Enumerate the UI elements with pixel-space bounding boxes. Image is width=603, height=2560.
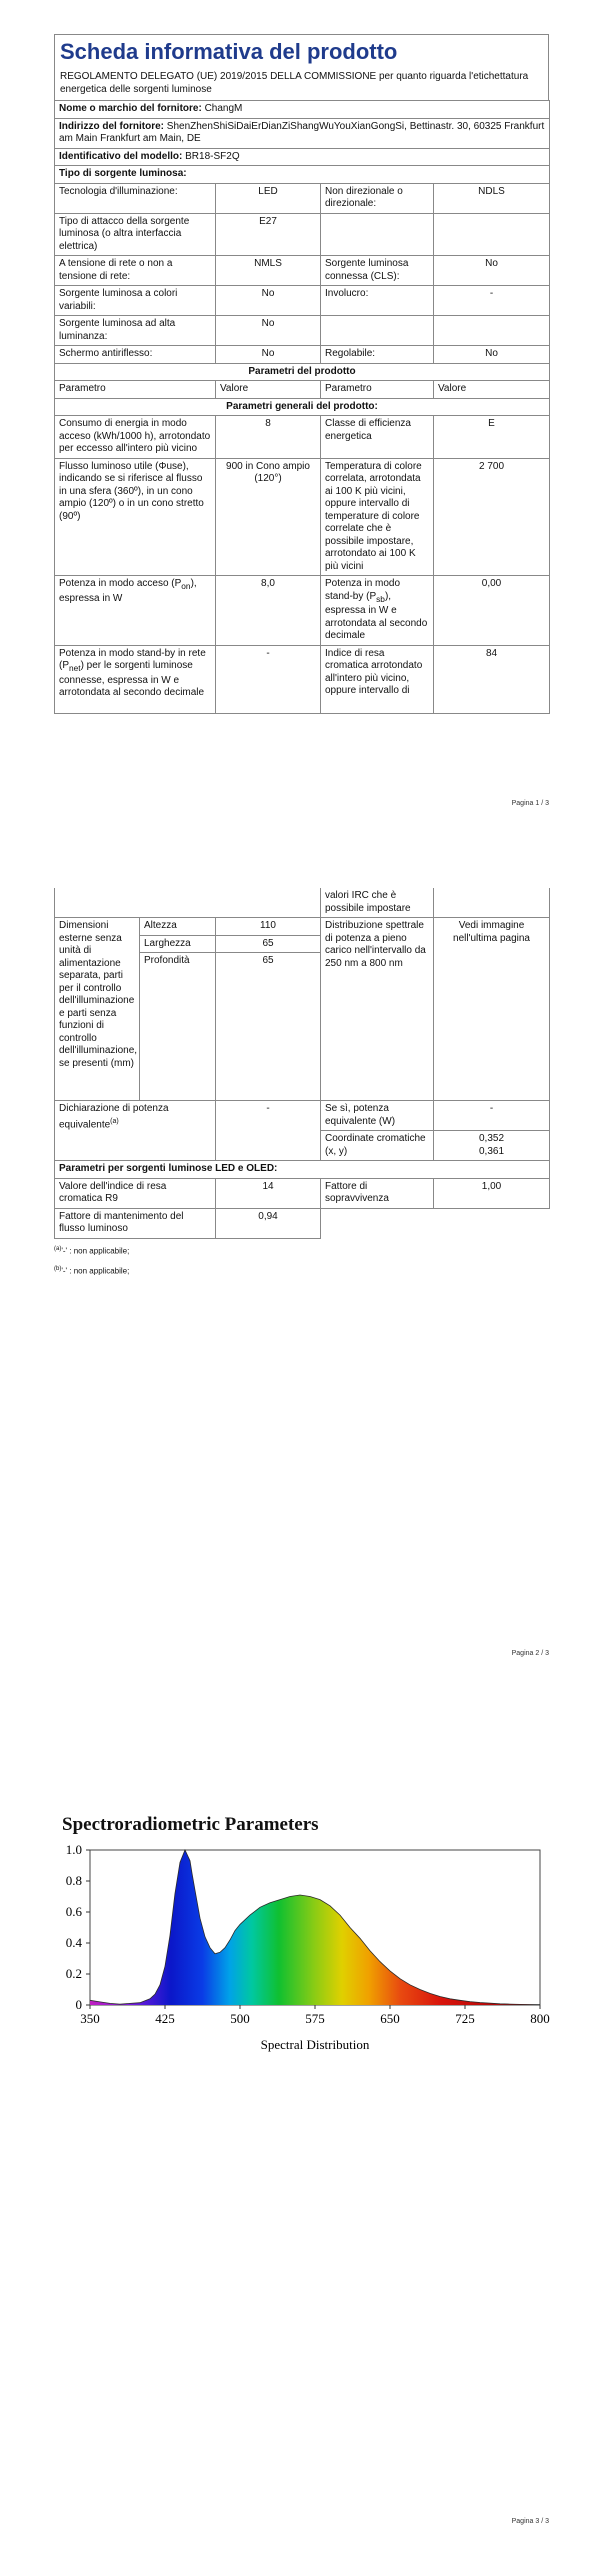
y-tick-label: 0.2 xyxy=(65,1966,82,1981)
spectrum-area xyxy=(90,1850,540,2005)
standby-subscript: sb xyxy=(376,593,385,604)
product-information-sheet xyxy=(54,34,549,714)
general-params-heading-row xyxy=(55,398,550,416)
spectral-label: Distribuzione spettrale di potenza a pieno carico nell'intervallo da 250 nm a 800 nm xyxy=(321,918,434,1101)
y-tick-label: 0.4 xyxy=(65,1935,82,1950)
height-value: 110 xyxy=(216,918,321,936)
led-params-heading: Parametri per sorgenti luminose LED e OLED: xyxy=(55,1161,550,1179)
envelope-label: Involucro: xyxy=(321,286,434,316)
lumen-maint-value: 0,94 xyxy=(216,1208,321,1238)
x-tick-label: 725 xyxy=(455,2011,475,2026)
col-value-header: Valore xyxy=(216,381,321,399)
tech-value: LED xyxy=(216,183,321,213)
x-axis-ticks xyxy=(80,2005,550,2026)
hlsource-label: Sorgente luminosa ad alta luminanza: xyxy=(55,316,216,346)
width-value: 65 xyxy=(216,935,321,953)
col-param-header: Parametro xyxy=(55,381,216,399)
standby-label-text: Potenza in modo stand-by (P xyxy=(325,578,401,602)
footnote-b xyxy=(54,1263,549,1278)
survival-label: Fattore di sopravvivenza xyxy=(321,1178,434,1208)
dimmable-label: Regolabile: xyxy=(321,346,434,364)
table-row xyxy=(55,576,550,646)
supplier-name-label: Nome o marchio del fornitore: xyxy=(59,103,202,114)
footnote-a-mark: (a) xyxy=(54,1245,62,1252)
x-tick-label: 575 xyxy=(305,2011,325,2026)
survival-value: 1,00 xyxy=(434,1178,550,1208)
mains-label: A tensione di rete o non a tensione di rete: xyxy=(55,256,216,286)
supplier-name: ChangM xyxy=(204,103,243,114)
table-row xyxy=(55,1101,550,1131)
colour-value: No xyxy=(216,286,321,316)
title-box xyxy=(54,34,549,68)
chromaticity-x: 0,352 xyxy=(478,1133,505,1144)
model-label: Identificativo del modello: xyxy=(59,150,183,162)
info-table-continued xyxy=(54,888,550,1239)
footnote-a xyxy=(54,1243,549,1258)
networked-standby-value: - xyxy=(216,645,321,713)
mains-value: NMLS xyxy=(216,256,321,286)
networked-standby-subscript: net xyxy=(69,663,81,673)
depth-label: Profondità xyxy=(140,953,216,1101)
cri-label-continued: valori IRC che è possibile impostare xyxy=(321,888,434,918)
model-row xyxy=(55,148,550,166)
cap-value: E27 xyxy=(216,213,321,256)
x-tick-label: 425 xyxy=(155,2011,175,2026)
chart-title: Spectroradiometric Parameters xyxy=(62,1814,319,1835)
equiv-power-label-text: Dichiarazione di potenza equivalente xyxy=(59,1103,169,1130)
r9-value: 14 xyxy=(216,1178,321,1208)
cct-value: 2 700 xyxy=(434,458,550,576)
standby-value: 0,00 xyxy=(434,576,550,646)
networked-standby-label-text: Potenza in modo stand-by in rete (P xyxy=(59,647,206,671)
supplier-address-label: Indirizzo del fornitore: xyxy=(59,120,164,132)
flux-label: Flusso luminoso utile (Φuse), indicando se si riferisce al flusso in una sfera (360º), in un cono ampio (120º) o in un cono stretto (90º) xyxy=(55,458,216,576)
dimmable-value: No xyxy=(434,346,550,364)
equiv-power-value: - xyxy=(216,1101,321,1161)
cls-label: Sorgente luminosa connessa (CLS): xyxy=(321,256,434,286)
equiv-power-label xyxy=(55,1101,216,1161)
source-type-heading-row xyxy=(55,166,550,184)
standby-label-suffix: ), espressa in W e arrotondata al secondo decimale xyxy=(325,590,428,641)
table-row xyxy=(55,286,550,316)
envelope-value: - xyxy=(434,286,550,316)
power-on-label xyxy=(55,576,216,646)
table-row xyxy=(55,645,550,713)
power-on-label-text: Potenza in modo acceso (P xyxy=(59,578,182,589)
lumen-maint-label: Fattore di mantenimento del flusso luminoso xyxy=(55,1208,216,1238)
y-tick-label: 0 xyxy=(75,1997,82,2012)
led-params-heading-row xyxy=(55,1161,550,1179)
product-params-heading: Parametri del prodotto xyxy=(55,363,550,381)
y-tick-label: 0.6 xyxy=(65,1904,82,1919)
x-axis-label: Spectral Distribution xyxy=(260,2037,370,2052)
supplier-address-row xyxy=(55,118,550,148)
equiv-power-footnote-mark: (a) xyxy=(110,1117,119,1125)
y-tick-label: 0.8 xyxy=(65,1873,82,1888)
chromaticity-y: 0,361 xyxy=(478,1145,505,1157)
table-row xyxy=(55,458,550,576)
x-tick-label: 500 xyxy=(230,2011,250,2026)
page-title: Scheda informativa del prodotto xyxy=(60,39,398,64)
footnote-b-text: '-' : non applicabile; xyxy=(61,1266,130,1276)
table-row xyxy=(55,213,550,256)
r9-label: Valore dell'indice di resa cromatica R9 xyxy=(55,1178,216,1208)
footnote-b-mark: (b) xyxy=(54,1266,62,1273)
table-row xyxy=(55,346,550,364)
table-row xyxy=(55,1178,550,1208)
y-tick-label: 1.0 xyxy=(65,1842,82,1857)
page-footer: Pagina 2 / 3 xyxy=(511,1650,549,1657)
flux-value: 900 in Cono ampio (120°) xyxy=(216,458,321,576)
equiv-power-w-label: Se sì, potenza equivalente (W) xyxy=(321,1101,434,1131)
equiv-power-w-value: - xyxy=(434,1101,550,1131)
page-footer: Pagina 1 / 3 xyxy=(511,800,549,807)
source-type-heading: Tipo di sorgente luminosa: xyxy=(55,166,550,184)
dimensions-label: Dimensioni esterne senza unità di alimentazione separata, parti per il controllo dell'illuminazione e parti senza funzioni di controllo dell'illuminazione, se presenti (mm) xyxy=(55,918,140,1101)
supplier-address: ShenZhenShiSiDaiErDianZiShangWuYouXianGongSi, Bettinastr. 30, 60325 Frankfurt am Main Frankfurt am Main, DE xyxy=(59,120,545,144)
spectral-distribution-chart xyxy=(0,1840,603,2060)
chromaticity-values xyxy=(434,1131,550,1161)
cct-label: Temperatura di colore correlata, arrotondata ai 100 K più vicini, oppure intervallo di temperature di colore correlate che è possibile impostare, arrotondato ai 100 K più vicini xyxy=(321,458,434,576)
power-on-subscript: on xyxy=(181,581,191,591)
page-1 xyxy=(0,0,603,850)
hlsource-value: No xyxy=(216,316,321,346)
depth-value: 65 xyxy=(216,953,321,1101)
col-value-header: Valore xyxy=(434,381,550,399)
height-label: Altezza xyxy=(140,918,216,936)
chromaticity-label: Coordinate cromatiche (x, y) xyxy=(321,1131,434,1161)
y-axis-ticks xyxy=(66,1842,90,2012)
info-table xyxy=(54,100,550,714)
antiglare-label: Schermo antiriflesso: xyxy=(55,346,216,364)
table-row xyxy=(55,183,550,213)
col-param-header: Parametro xyxy=(321,381,434,399)
page-footer: Pagina 3 / 3 xyxy=(511,2518,549,2525)
cls-value: No xyxy=(434,256,550,286)
regulation-text: REGOLAMENTO DELEGATO (UE) 2019/2015 DELLA COMMISSIONE per quanto riguarda l'etichettatura energetica delle sorgenti luminose xyxy=(54,68,549,100)
x-tick-label: 350 xyxy=(80,2011,100,2026)
table-row xyxy=(55,888,550,918)
table-row xyxy=(55,256,550,286)
nondir-label: Non direzionale o direzionale: xyxy=(321,183,434,213)
model-identifier: BR18-SF2Q xyxy=(185,150,240,162)
page-2 xyxy=(0,850,603,1700)
tech-label: Tecnologia d'illuminazione: xyxy=(55,183,216,213)
cap-label: Tipo di attacco della sorgente luminosa (o altra interfaccia elettrica) xyxy=(55,213,216,256)
energy-on-label: Consumo di energia in modo acceso (kWh/1000 h), arrotondato per eccesso all'intero più vicino xyxy=(55,416,216,459)
cri-label: Indice di resa cromatica arrotondato all'intero più vicino, oppure intervallo di xyxy=(321,645,434,713)
energy-on-value: 8 xyxy=(216,416,321,459)
standby-label xyxy=(321,576,434,646)
width-label: Larghezza xyxy=(140,935,216,953)
dimensions-row xyxy=(55,918,550,936)
x-tick-label: 650 xyxy=(380,2011,400,2026)
x-tick-label: 800 xyxy=(530,2011,550,2026)
table-row xyxy=(55,416,550,459)
column-header-row xyxy=(55,381,550,399)
page-3 xyxy=(0,1700,603,2560)
antiglare-value: No xyxy=(216,346,321,364)
table-row xyxy=(55,316,550,346)
product-params-heading-row xyxy=(55,363,550,381)
networked-standby-label-suffix: ) per le sorgenti luminose connesse, espressa in W e arrotondata al secondo decimale xyxy=(59,660,205,698)
cri-value: 84 xyxy=(434,645,550,713)
product-information-sheet-continued xyxy=(54,888,549,1278)
footnote-a-text: '-' : non applicabile; xyxy=(61,1246,130,1256)
colour-label: Sorgente luminosa a colori variabili: xyxy=(55,286,216,316)
power-on-value: 8,0 xyxy=(216,576,321,646)
efficiency-class-label: Classe di efficienza energetica xyxy=(321,416,434,459)
efficiency-class-value: E xyxy=(434,416,550,459)
general-params-heading: Parametri generali del prodotto: xyxy=(55,398,550,416)
power-on-label-suffix: ), espressa in W xyxy=(59,578,197,604)
nondir-value: NDLS xyxy=(434,183,550,213)
supplier-name-row xyxy=(55,101,550,119)
networked-standby-label xyxy=(55,645,216,713)
spectral-value: Vedi immagine nell'ultima pagina xyxy=(434,918,550,1101)
table-row xyxy=(55,1208,550,1238)
